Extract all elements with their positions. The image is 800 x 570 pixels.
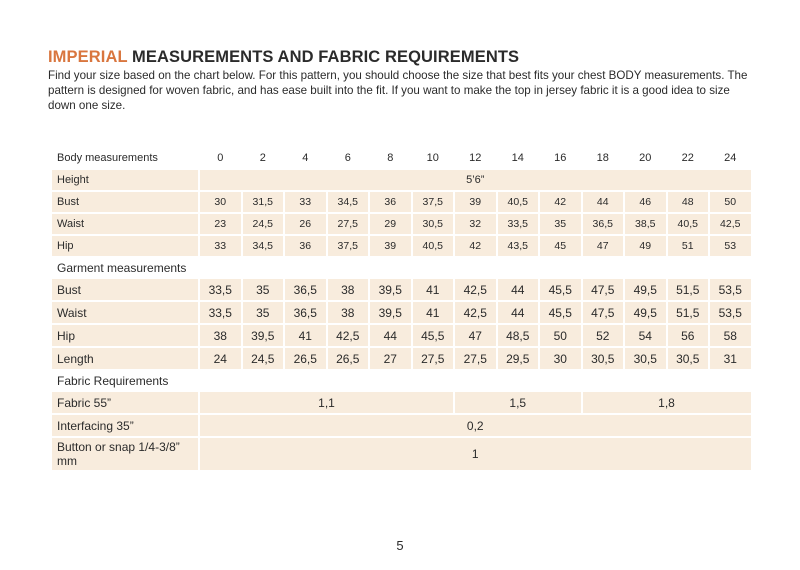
size-header: 8 [387,152,394,164]
table-cell: 30,5 [413,214,454,234]
fabric-value-small: 1,1 [200,392,453,413]
table-cell: 56 [668,325,709,346]
table-cell: 36,5 [285,279,326,300]
table-cell: 33,5 [498,214,539,234]
table-cell: 33 [285,192,326,212]
table-cell: 39,5 [370,279,411,300]
size-header: 0 [217,152,224,164]
title-rest: MEASUREMENTS AND FABRIC REQUIREMENTS [127,48,520,66]
table-cell: 38 [328,279,369,300]
table-cell: 49,5 [625,279,666,300]
table-cell: 34,5 [328,192,369,212]
size-header: 6 [344,152,351,164]
fabric-value-medium: 1,5 [455,392,581,413]
table-cell: 40,5 [668,214,709,234]
row-label: Waist [52,302,198,323]
table-cell: 36,5 [285,302,326,323]
row-label: Button or snap 1/4-3/8” mm [52,438,198,470]
table-cell: 48 [668,192,709,212]
table-cell: 49,5 [625,302,666,323]
table-cell: 45,5 [540,279,581,300]
table-cell: 24,5 [243,348,284,369]
row-label: Height [52,170,198,190]
table-cell: 47,5 [583,302,624,323]
table-cell: 53,5 [710,279,751,300]
table-cell: 50 [710,192,751,212]
garment-hip-row [52,325,751,346]
table-cell: 35 [540,214,581,234]
garment-measurements-label: Garment measurements [57,260,187,275]
garment-section-row [52,258,751,277]
height-row [52,170,751,190]
size-header: 4 [302,152,309,164]
row-label: Hip [52,325,198,346]
size-header: 14 [511,152,524,164]
table-cell: 33,5 [200,302,241,323]
table-cell: 36,5 [583,214,624,234]
table-cell: 39 [370,236,411,256]
table-cell: 58 [710,325,751,346]
table-cell: 39,5 [370,302,411,323]
table-cell: 29 [370,214,411,234]
table-cell: 42,5 [455,302,496,323]
row-label: Bust [52,192,198,212]
row-label: Length [52,348,198,369]
table-cell: 46 [625,192,666,212]
table-cell: 27,5 [455,348,496,369]
table-cell: 48,5 [498,325,539,346]
table-cell: 45,5 [413,325,454,346]
table-cell: 49 [625,236,666,256]
fabric-requirements-label: Fabric Requirements [57,373,169,388]
table-cell: 32 [455,214,496,234]
table-cell: 42,5 [328,325,369,346]
table-cell: 44 [583,192,624,212]
table-cell: 37,5 [328,236,369,256]
row-label: Bust [52,279,198,300]
body-waist-row [52,214,751,234]
table-cell: 36 [370,192,411,212]
table-cell: 42 [455,236,496,256]
row-label: Interfacing 35” [52,415,198,436]
intro-paragraph: Find your size based on the chart below. For this pattern, you should choose the size that best fits your chest BODY measurements. The pattern is designed for woven fabric, and has ease built into the fit. If you want to make the top in jersey fabric it is a good idea to size down one size. [48,69,748,112]
table-cell: 44 [370,325,411,346]
page-title [48,48,519,67]
height-value: 5’6” [200,170,751,190]
table-cell: 24 [200,348,241,369]
page-number: 5 [396,538,404,553]
table-cell: 31,5 [243,192,284,212]
size-header: 2 [259,152,266,164]
table-cell: 33,5 [200,279,241,300]
table-cell: 44 [498,279,539,300]
table-cell: 41 [285,325,326,346]
body-bust-row [52,192,751,212]
table-cell: 30,5 [668,348,709,369]
table-cell: 30 [540,348,581,369]
table-cell: 51,5 [668,279,709,300]
table-cell: 50 [540,325,581,346]
row-label: Hip [52,236,198,256]
table-cell: 31 [710,348,751,369]
table-cell: 42,5 [710,214,751,234]
table-cell: 41 [413,302,454,323]
size-header: 10 [426,152,439,164]
table-cell: 47 [455,325,496,346]
table-cell: 43,5 [498,236,539,256]
table-cell: 26,5 [285,348,326,369]
garment-length-row [52,348,751,369]
table-cell: 26,5 [328,348,369,369]
table-cell: 53 [710,236,751,256]
button-value: 1 [200,438,751,470]
body-hip-row [52,236,751,256]
table-cell: 26 [285,214,326,234]
table-cell: 47 [583,236,624,256]
body-measurements-label: Body measurements [57,152,158,164]
table-cell: 53,5 [710,302,751,323]
size-header: 22 [681,152,694,164]
table-cell: 45,5 [540,302,581,323]
table-cell: 34,5 [243,236,284,256]
garment-bust-row [52,279,751,300]
table-cell: 35 [243,302,284,323]
table-cell: 39 [455,192,496,212]
table-cell: 45 [540,236,581,256]
table-cell: 40,5 [498,192,539,212]
fabric-section-row [52,371,751,390]
table-cell: 30,5 [625,348,666,369]
table-cell: 38 [200,325,241,346]
table-cell: 51 [668,236,709,256]
table-cell: 38 [328,302,369,323]
table-cell: 24,5 [243,214,284,234]
table-cell: 54 [625,325,666,346]
table-cell: 47,5 [583,279,624,300]
interfacing-row [52,415,751,436]
row-label: Fabric 55” [52,392,198,413]
table-cell: 33 [200,236,241,256]
size-chart-table [50,146,753,472]
fabric-row [52,392,751,413]
table-cell: 44 [498,302,539,323]
table-cell: 27 [370,348,411,369]
fabric-value-large: 1,8 [583,392,751,413]
table-cell: 40,5 [413,236,454,256]
table-cell: 37,5 [413,192,454,212]
table-cell: 27,5 [328,214,369,234]
table-cell: 52 [583,325,624,346]
table-cell: 42,5 [455,279,496,300]
table-cell: 51,5 [668,302,709,323]
table-cell: 39,5 [243,325,284,346]
size-header: 12 [469,152,482,164]
table-cell: 35 [243,279,284,300]
size-header: 16 [554,152,567,164]
size-header: 24 [724,152,737,164]
table-cell: 30,5 [583,348,624,369]
table-cell: 42 [540,192,581,212]
table-cell: 41 [413,279,454,300]
size-header-row [52,148,751,168]
table-cell: 38,5 [625,214,666,234]
title-accent: IMPERIAL [48,48,128,66]
size-header: 20 [639,152,652,164]
table-cell: 23 [200,214,241,234]
button-row [52,438,751,470]
garment-waist-row [52,302,751,323]
row-label: Waist [52,214,198,234]
interfacing-value: 0,2 [200,415,751,436]
table-cell: 30 [200,192,241,212]
table-cell: 36 [285,236,326,256]
table-cell: 27,5 [413,348,454,369]
table-cell: 29,5 [498,348,539,369]
size-header: 18 [596,152,609,164]
